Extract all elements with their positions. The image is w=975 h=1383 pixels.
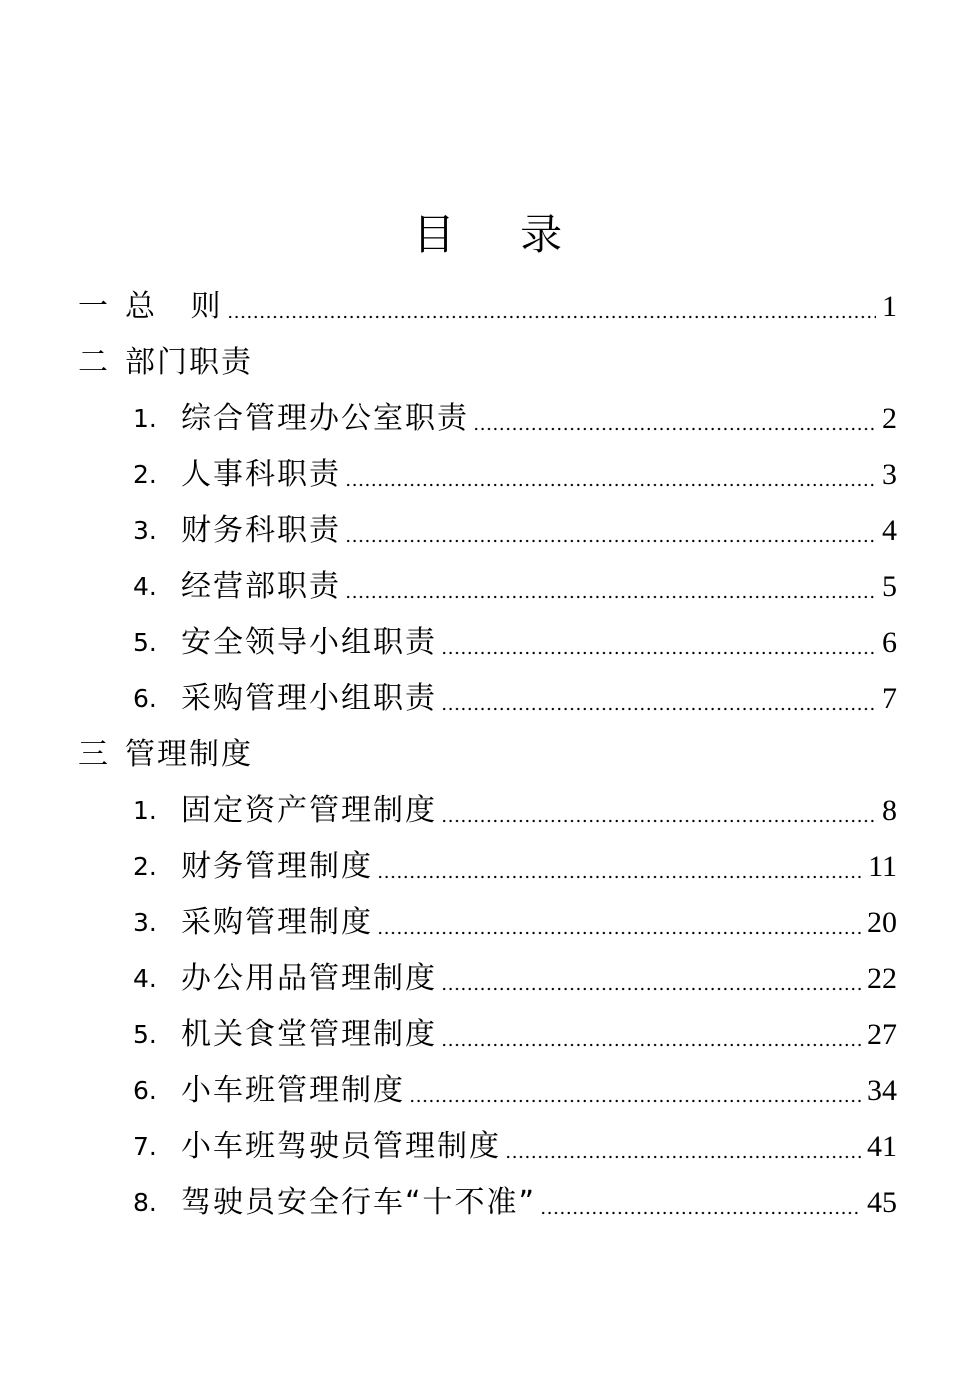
dot-leader (505, 1119, 861, 1175)
toc-item (78, 671, 897, 727)
toc-item (78, 1007, 897, 1063)
page-number: 45 (867, 1186, 897, 1219)
dot-leader (227, 279, 876, 335)
item-number: 1. (133, 404, 157, 433)
dot-leader (441, 671, 876, 727)
item-title: 采购管理小组职责 (181, 681, 437, 716)
item-title: 办公用品管理制度 (181, 961, 437, 996)
item-title: 人事科职责 (181, 457, 341, 492)
dot-leader (345, 503, 876, 559)
dot-leader (409, 1063, 861, 1119)
page-number: 8 (882, 794, 897, 827)
item-title: 财务科职责 (181, 513, 341, 548)
dot-leader (441, 783, 876, 839)
page-title: 目 录 (412, 210, 563, 259)
item-number: 1. (133, 796, 157, 825)
toc-item (78, 895, 897, 951)
toc-section (78, 335, 897, 391)
section-number: 二 (78, 345, 108, 380)
section-title: 部门职责 (125, 345, 253, 380)
item-title: 安全领导小组职责 (181, 625, 437, 660)
item-title: 综合管理办公室职责 (181, 401, 469, 436)
page-number: 5 (882, 570, 897, 603)
item-number: 6. (133, 684, 157, 713)
item-title: 财务管理制度 (181, 849, 373, 884)
item-title: 采购管理制度 (181, 905, 373, 940)
page-number: 34 (867, 1074, 897, 1107)
item-number: 3. (133, 516, 157, 545)
section-number: 一 (78, 289, 108, 324)
page-number: 1 (882, 290, 897, 323)
page-number: 11 (868, 850, 897, 883)
dot-leader (441, 1007, 861, 1063)
item-title: 固定资产管理制度 (181, 793, 437, 828)
page-number: 22 (867, 962, 897, 995)
toc-section (78, 279, 897, 335)
item-number: 6. (133, 1076, 157, 1105)
dot-leader (345, 559, 876, 615)
item-number: 3. (133, 908, 157, 937)
section-title: 管理制度 (125, 737, 253, 772)
toc-item (78, 615, 897, 671)
toc-item (78, 951, 897, 1007)
item-number: 4. (133, 964, 157, 993)
page-number: 7 (882, 682, 897, 715)
item-number: 7. (133, 1132, 157, 1161)
toc-item (78, 783, 897, 839)
page-number: 27 (867, 1018, 897, 1051)
dot-leader (473, 391, 876, 447)
page-number: 20 (867, 906, 897, 939)
item-number: 2. (133, 852, 157, 881)
toc-list (78, 279, 897, 1231)
page-number: 3 (882, 458, 897, 491)
dot-leader (377, 839, 862, 895)
item-number: 5. (133, 1020, 157, 1049)
toc-item (78, 447, 897, 503)
toc-section (78, 727, 897, 783)
item-number: 8. (133, 1188, 157, 1217)
toc-item (78, 391, 897, 447)
section-title: 总 则 (125, 289, 223, 324)
item-title: 经营部职责 (181, 569, 341, 604)
section-number: 三 (78, 737, 108, 772)
toc-item (78, 839, 897, 895)
toc-item (78, 503, 897, 559)
dot-leader (540, 1175, 861, 1231)
item-title: 机关食堂管理制度 (181, 1017, 437, 1052)
page-number: 4 (882, 514, 897, 547)
page-number: 2 (882, 402, 897, 435)
item-title: 小车班驾驶员管理制度 (181, 1129, 501, 1164)
item-number: 4. (133, 572, 157, 601)
toc-item (78, 1063, 897, 1119)
page-number: 41 (867, 1130, 897, 1163)
toc-item (78, 559, 897, 615)
item-title: 驾驶员安全行车“十不准” (181, 1185, 537, 1220)
dot-leader (441, 615, 876, 671)
item-number: 5. (133, 628, 157, 657)
item-title: 小车班管理制度 (181, 1073, 405, 1108)
dot-leader (441, 951, 861, 1007)
dot-leader (345, 447, 876, 503)
toc-item (78, 1175, 897, 1231)
item-number: 2. (133, 460, 157, 489)
page-number: 6 (882, 626, 897, 659)
toc-item (78, 1119, 897, 1175)
dot-leader (377, 895, 861, 951)
